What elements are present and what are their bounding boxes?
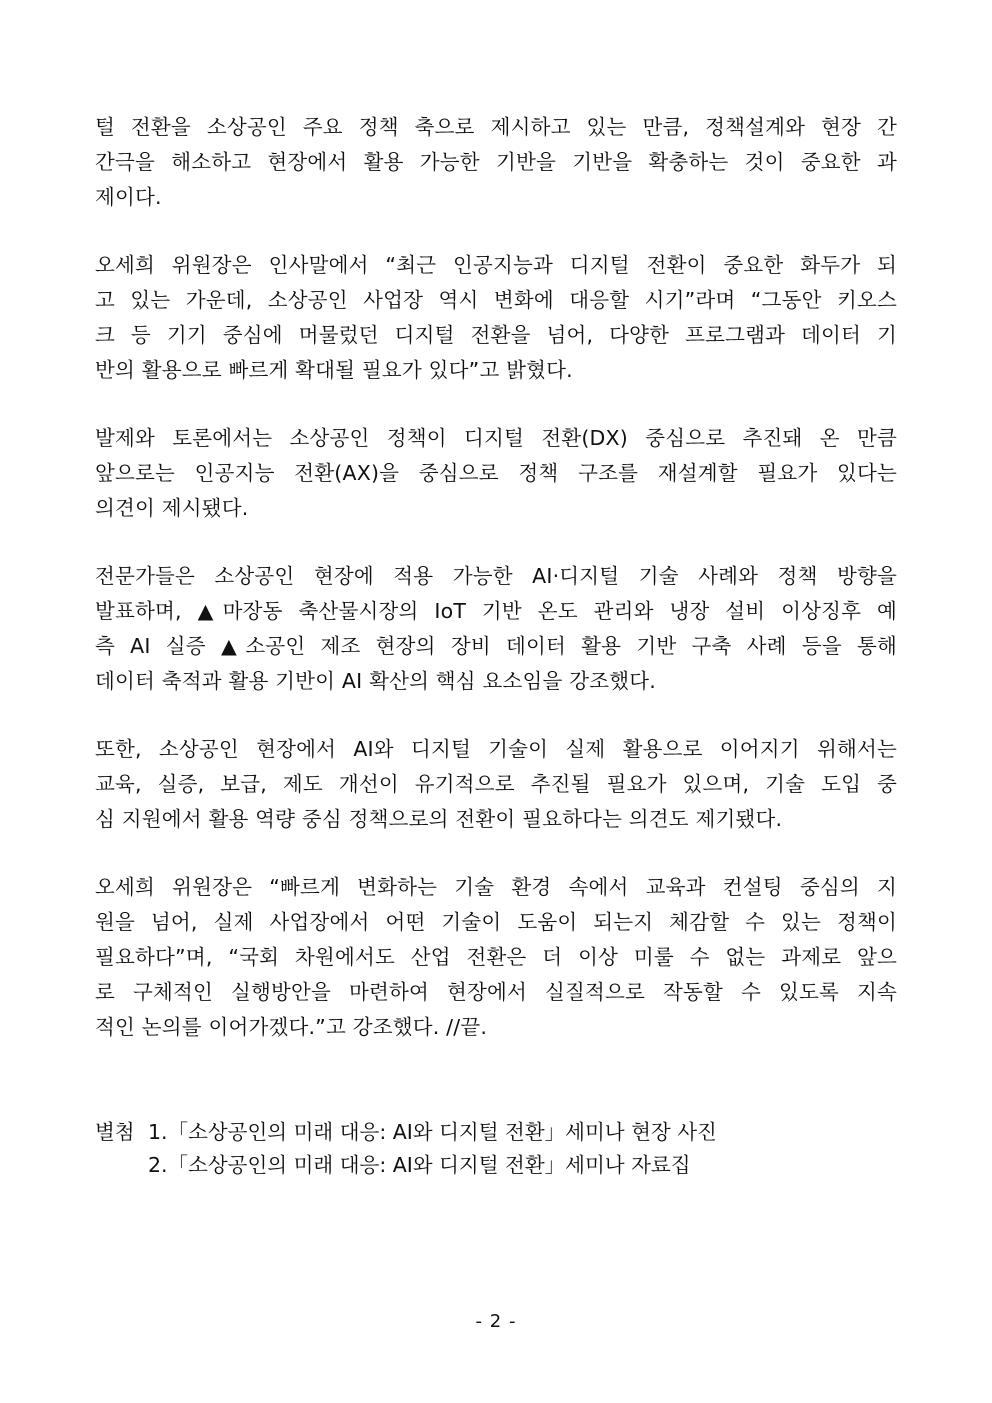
text-line: 발표하며, ▲마장동 축산물시장의 IoT 기반 온도 관리와 냉장 설비 이상징후 예 [95,599,897,623]
text-line: 크 등 기기 중심에 머물렀던 디지털 전환을 넘어, 다양한 프로그램과 데이터 기 [95,323,897,347]
text-line: 반의 활용으로 빠르게 확대될 필요가 있다”고 밝혔다. [95,358,573,382]
paragraph-2 [95,248,897,388]
text-line: 오세희 위원장은 “빠르게 변화하는 기술 환경 속에서 교육과 컨설팅 중심의 지 [95,875,897,899]
text-line: 원을 넘어, 실제 사업장에서 어떤 기술이 도움이 되는지 체감할 수 있는 정책이 [95,910,897,934]
text-line: 의견이 제시됐다. [95,496,249,520]
text-line: 또한, 소상공인 현장에서 AI와 디지털 기술이 실제 활용으로 이어지기 위해서는 [95,737,897,761]
text-line: 발제와 토론에서는 소상공인 정책이 디지털 전환(DX) 중심으로 추진돼 온 만큼 [95,426,897,450]
text-line: 적인 논의를 이어가겠다.”고 강조했다. //끝. [95,1015,488,1039]
paragraph-3 [95,421,897,526]
text-line: 측 AI 실증 ▲소공인 제조 현장의 장비 데이터 활용 기반 구축 사례 등을 통해 [95,634,897,658]
text-line: 오세희 위원장은 인사말에서 “최근 인공지능과 디지털 전환이 중요한 화두가 되 [95,253,897,277]
text-line: 앞으로는 인공지능 전환(AX)을 중심으로 정책 구조를 재설계할 필요가 있다는 [95,461,897,485]
text-line: 간극을 해소하고 현장에서 활용 가능한 기반을 기반을 확충하는 것이 중요한 과 [95,150,897,174]
text-line: 교육, 실증, 보급, 제도 개선이 유기적으로 추진될 필요가 있으며, 기술 도입 중 [95,772,897,796]
attachment-row [95,1149,897,1182]
text-line: 데이터 축적과 활용 기반이 AI 확산의 핵심 요소임을 강조했다. [95,669,656,693]
paragraph-1 [95,110,897,215]
text-line: 필요하다”며, “국회 차원에서도 산업 전환은 더 이상 미룰 수 없는 과제로 앞으 [95,945,897,969]
attachment-item: 2.「소상공인의 미래 대응: AI와 디지털 전환」세미나 자료집 [148,1153,691,1177]
paragraph-5 [95,732,897,837]
text-line: 전문가들은 소상공인 현장에 적용 가능한 AI·디지털 기술 사례와 정책 방향을 [95,564,897,588]
attachments-label: 별첨 [95,1120,135,1144]
attachment-row [95,1116,897,1149]
paragraph-4 [95,559,897,699]
text-line: 로 구체적인 실행방안을 마련하여 현장에서 실질적으로 작동할 수 있도록 지속 [95,980,897,1004]
text-line: 제이다. [95,185,162,209]
document-body [95,110,897,1078]
text-line: 심 지원에서 활용 역량 중심 정책으로의 전환이 필요하다는 의견도 제기됐다. [95,807,783,831]
attachment-item: 1.「소상공인의 미래 대응: AI와 디지털 전환」세미나 현장 사진 [148,1120,717,1144]
text-line: 고 있는 가운데, 소상공인 사업장 역시 변화에 대응할 시기”라며 “그동안 키오스 [95,288,897,312]
text-line: 털 전환을 소상공인 주요 정책 축으로 제시하고 있는 만큼, 정책설계와 현장 간 [95,115,897,139]
page-number: - 2 - [475,1311,517,1332]
attachments-list [95,1116,897,1182]
paragraph-6 [95,870,897,1045]
attachments-label-spacer [95,1149,148,1182]
